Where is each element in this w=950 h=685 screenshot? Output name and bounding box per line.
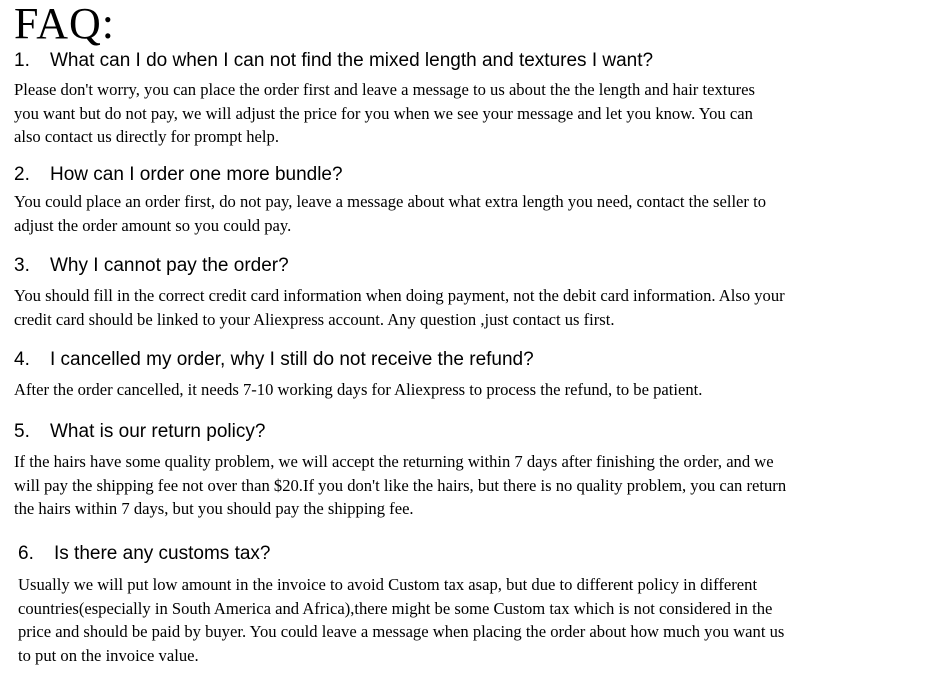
answer-line: the hairs within 7 days, but you should pay the shipping fee.	[14, 499, 414, 519]
question-text: What is our return policy?	[50, 421, 266, 442]
question-number: 4.	[14, 349, 30, 370]
faq-question-6	[18, 543, 271, 565]
question-text: I cancelled my order, why I still do not receive the refund?	[50, 349, 534, 370]
question-text: How can I order one more bundle?	[50, 164, 343, 185]
page-title: FAQ:	[14, 0, 115, 48]
answer-line: Please don't worry, you can place the order first and leave a message to us about the the length and hair textures	[14, 80, 756, 99]
faq-question-2	[14, 164, 343, 186]
answer-line: If the hairs have some quality problem, we will accept the returning within 7 days after finishing the order, and we	[14, 452, 774, 471]
faq-answer-1	[14, 78, 939, 149]
faq-answer-3	[14, 284, 939, 331]
question-text: Is there any customs tax?	[54, 543, 271, 564]
faq-question-5	[14, 421, 265, 443]
answer-line: After the order cancelled, it needs 7-10 working days for Aliexpress to process the refund, to be patient.	[14, 380, 703, 399]
question-number: 5.	[14, 421, 30, 442]
answer-line: Usually we will put low amount in the invoice to avoid Custom tax asap, but due to different policy in different	[18, 575, 758, 594]
faq-question-3	[14, 255, 289, 277]
answer-line: You could place an order first, do not pay, leave a message about what extra length you need, contact the seller to	[14, 192, 767, 211]
faq-answer-5	[14, 450, 939, 521]
question-number: 6.	[18, 543, 34, 564]
question-number: 2.	[14, 164, 30, 185]
answer-line: will pay the shipping fee not over than $20.If you don't like the hairs, but there is no quality problem, you can return	[14, 475, 787, 495]
answer-line: also contact us directly for prompt help.	[14, 127, 279, 147]
question-text: Why I cannot pay the order?	[50, 255, 289, 276]
answer-line: to put on the invoice value.	[18, 645, 199, 665]
answer-line: price and should be paid by buyer. You could leave a message when placing the order about how much you want us	[18, 622, 785, 642]
question-number: 3.	[14, 255, 30, 276]
question-text: What can I do when I can not find the mixed length and textures I want?	[50, 50, 654, 71]
faq-question-4	[14, 349, 534, 371]
faq-answer-4	[14, 378, 939, 402]
answer-line: You should fill in the correct credit card information when doing payment, not the debit card information. Also your	[14, 286, 785, 305]
answer-line: credit card should be linked to your Aliexpress account. Any question ,just contact us first.	[14, 309, 615, 329]
question-number: 1.	[14, 50, 30, 71]
answer-line: countries(especially in South America and Africa),there might be some Custom tax which is not considered in the	[18, 598, 773, 618]
answer-line: you want but do not pay, we will adjust the price for you when we see your message and let you know. You can	[14, 103, 753, 123]
faq-answer-6	[18, 573, 943, 667]
faq-question-1	[14, 50, 653, 72]
answer-line: adjust the order amount so you could pay.	[14, 215, 292, 235]
faq-answer-2	[14, 190, 939, 237]
